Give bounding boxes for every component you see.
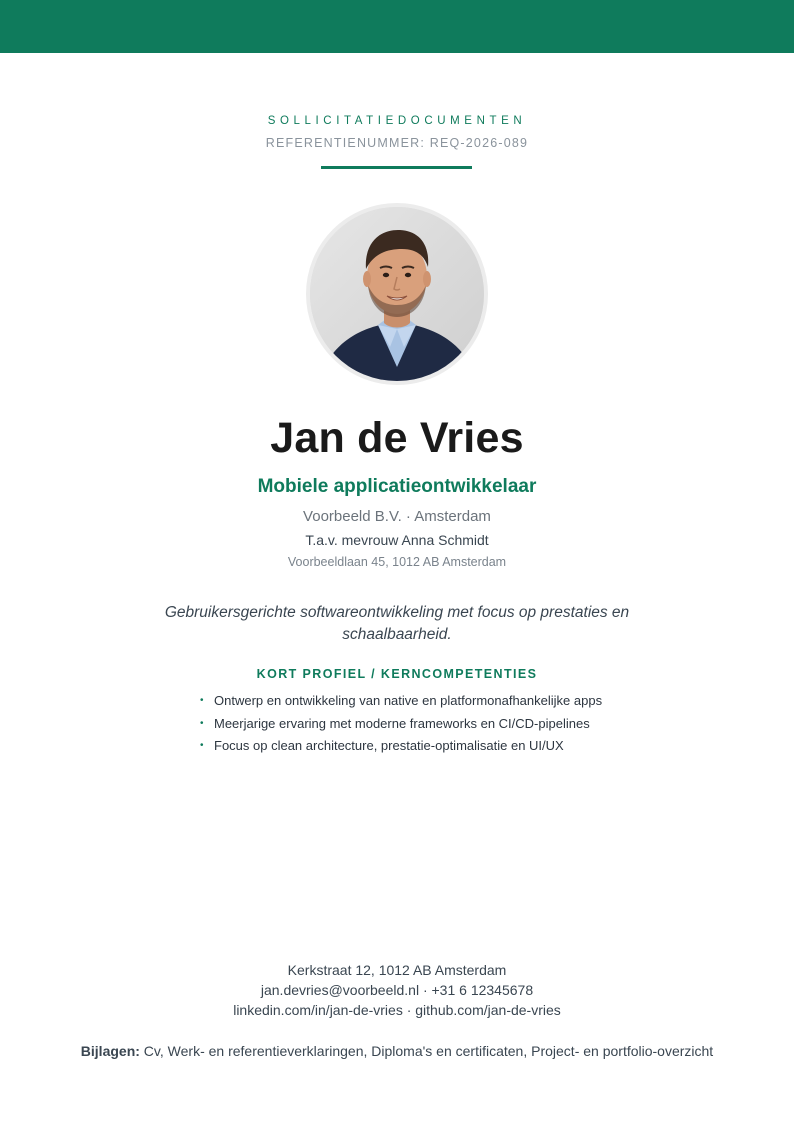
tagline-line-2: schaalbaarheid.: [342, 626, 452, 643]
bullet-icon: •: [200, 695, 204, 706]
applicant-name: Jan de Vries: [270, 414, 524, 462]
list-item: [200, 713, 602, 736]
bullet-icon: •: [200, 717, 204, 729]
list-item: [200, 690, 602, 713]
contact-address: Kerkstraat 12, 1012 AB Amsterdam: [287, 962, 507, 978]
tagline-line-1: Gebruikersgerichte softwareontwikkeling met focus op prestaties en: [164, 604, 630, 621]
reference-number: REFERENTIENUMMER: REQ-2026-089: [265, 136, 529, 150]
header-divider: [321, 166, 472, 169]
attention-line: T.a.v. mevrouw Anna Schmidt: [305, 532, 489, 548]
contact-links: linkedin.com/in/jan-de-vries · github.com/jan-de-vries: [233, 1002, 561, 1018]
document-kicker: SOLLICITATIEDOCUMENTEN: [267, 115, 527, 127]
company-address: Voorbeeldlaan 45, 1012 AB Amsterdam: [287, 555, 507, 569]
competencies-title: KORT PROFIEL / KERNCOMPETENTIES: [256, 667, 538, 681]
top-accent-bar: [0, 0, 794, 53]
contact-block: [0, 960, 794, 1020]
list-item: [200, 735, 602, 758]
bullet-icon: •: [200, 740, 204, 751]
job-title: Mobiele applicatieontwikkelaar: [257, 476, 537, 497]
profile-photo: [306, 203, 488, 385]
attachments-label: Bijlagen:: [80, 1043, 140, 1059]
attachments-line: [0, 1043, 794, 1059]
tagline: [0, 602, 794, 646]
list-item-text: Focus op clean architecture, prestatie-optimalisatie en UI/UX: [214, 738, 564, 753]
list-item-text: Ontwerp en ontwikkeling van native en platformonafhankelijke apps: [214, 693, 603, 708]
list-item-text: Meerjarige ervaring met moderne frameworks en CI/CD-pipelines: [214, 715, 590, 731]
contact-email-phone: jan.devries@voorbeeld.nl · +31 6 12345678: [260, 982, 534, 998]
attachments-text: Cv, Werk- en referentieverklaringen, Diploma's en certificaten, Project- en portfolio-overzicht: [139, 1043, 714, 1059]
company-line: Voorbeeld B.V. · Amsterdam: [303, 508, 491, 525]
competencies-list: [200, 690, 602, 758]
